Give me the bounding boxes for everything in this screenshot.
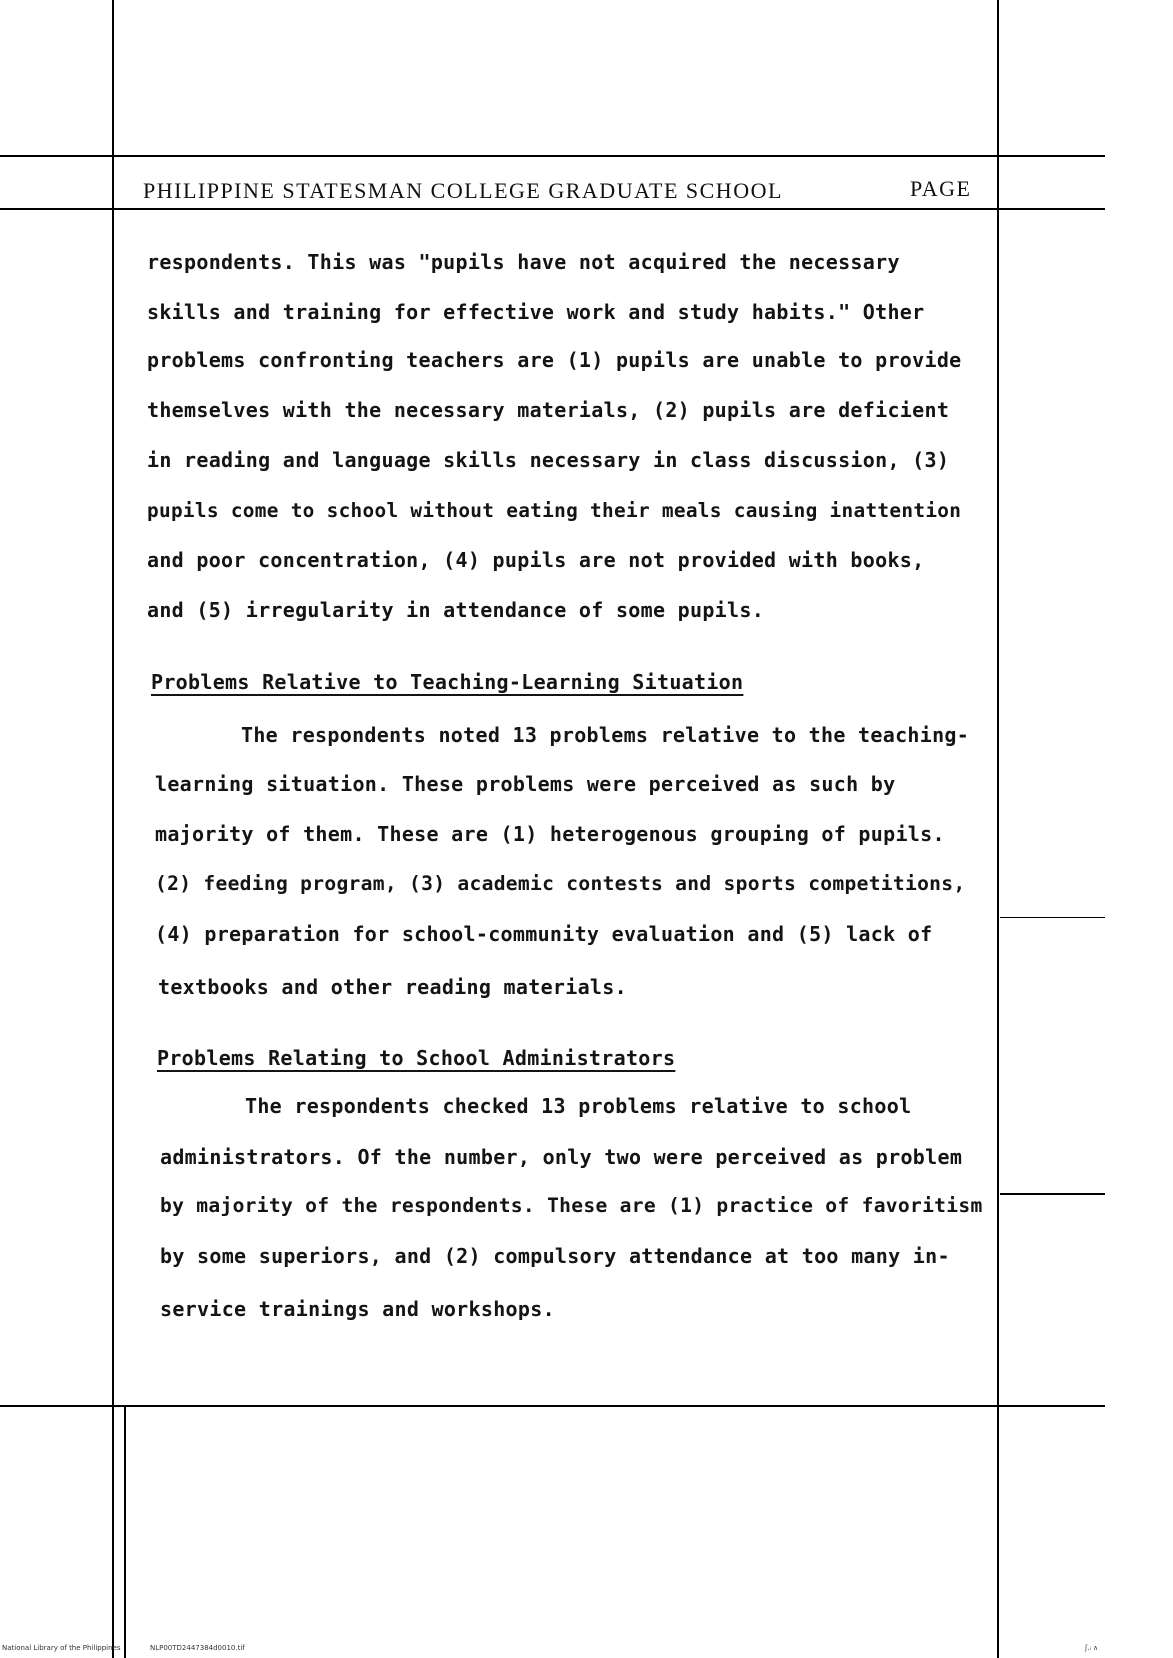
left-margin-line (112, 0, 114, 1658)
header-top-line (0, 155, 1105, 157)
body-line: and (5) irregularity in attendance of some pupils. (147, 598, 765, 622)
inner-left-line (124, 1405, 126, 1658)
body-line: pupils come to school without eating their meals causing inattention (147, 499, 962, 522)
right-tick-line-2 (1000, 1193, 1105, 1195)
body-line: textbooks and other reading materials. (158, 975, 627, 999)
body-line: majority of them. These are (1) heterogenous grouping of pupils. (155, 822, 945, 846)
footer-top-line (0, 1405, 1105, 1407)
body-line: (4) preparation for school-community evaluation and (5) lack of (155, 922, 933, 946)
college-header-title: PHILIPPINE STATESMAN COLLEGE GRADUATE SCHOOL (143, 178, 783, 203)
body-line: by majority of the respondents. These are (1) practice of favoritism (160, 1194, 983, 1217)
body-line: (2) feeding program, (3) academic contests and sports competitions, (155, 872, 966, 895)
section-heading-teaching-learning: Problems Relative to Teaching-Learning Situation (151, 670, 744, 694)
body-line: themselves with the necessary materials, (2) pupils are deficient (147, 398, 950, 422)
section-heading-school-administrators: Problems Relating to School Administrators (157, 1046, 676, 1070)
body-line: The respondents noted 13 problems relative to the teaching- (241, 723, 970, 747)
body-line: and poor concentration, (4) pupils are not provided with books, (147, 548, 925, 572)
body-line: learning situation. These problems were perceived as such by (155, 772, 896, 796)
body-line: problems confronting teachers are (1) pupils are unable to provide (147, 348, 962, 372)
footer-corner-mark: ʃ.ᵢ ∧ (1085, 1644, 1099, 1652)
body-line: service trainings and workshops. (160, 1297, 555, 1321)
body-line: administrators. Of the number, only two were perceived as problem (160, 1145, 963, 1169)
page-label: PAGE (910, 176, 972, 201)
body-line: respondents. This was "pupils have not acquired the necessary (147, 250, 900, 274)
header-bottom-line (0, 208, 1105, 210)
body-line: in reading and language skills necessary in class discussion, (3) (147, 448, 950, 472)
footer-file-label: NLP00TD2447384d0010.tif (150, 1644, 245, 1652)
body-line: The respondents checked 13 problems relative to school (245, 1094, 912, 1118)
right-margin-line (997, 0, 999, 1658)
body-line: by some superiors, and (2) compulsory attendance at too many in- (160, 1244, 950, 1268)
right-tick-line (1000, 917, 1105, 918)
body-line: skills and training for effective work and study habits." Other (147, 300, 925, 324)
footer-library-label: National Library of the Philippines (2, 1644, 121, 1652)
